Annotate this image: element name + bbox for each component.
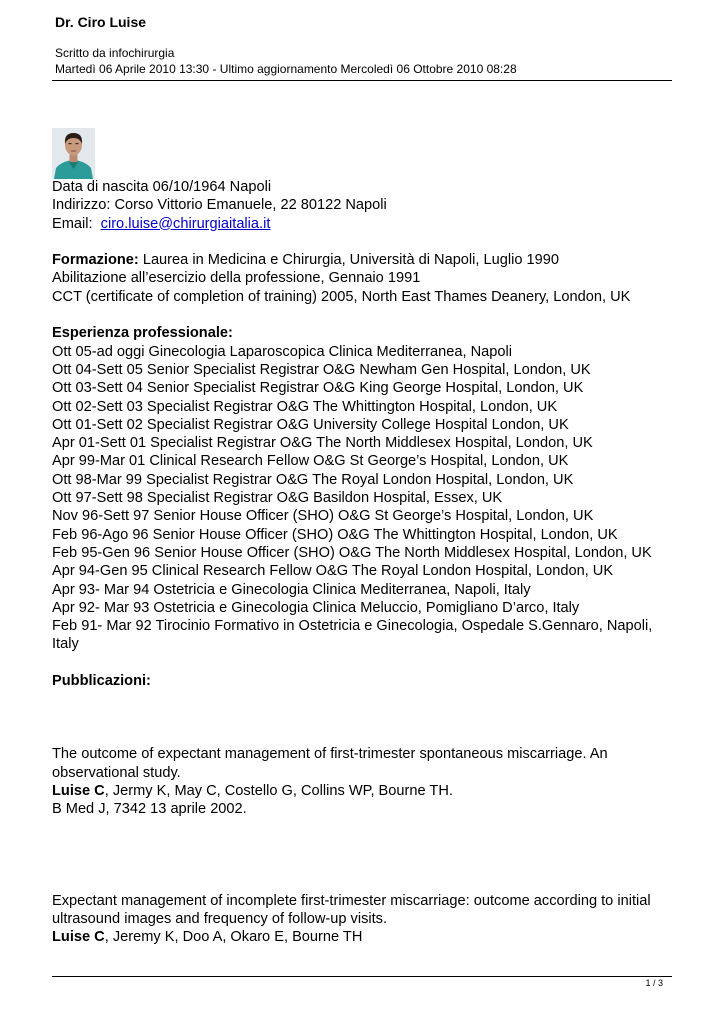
- coauthors: , Jermy K, May C, Costello G, Collins WP, Bourne TH.: [104, 782, 453, 799]
- portrait-photo: [52, 128, 95, 179]
- email-row: [52, 215, 672, 233]
- address-info: Indirizzo: Corso Vittorio Emanuele, 22 80122 Napoli: [52, 197, 387, 214]
- publication-title: The outcome of expectant management of first-trimester spontaneous miscarriage. An: [52, 746, 608, 763]
- page-number: 1 / 3: [645, 978, 663, 988]
- experience-item: Ott 01-Sett 02 Specialist Registrar O&G University College Hospital London, UK: [52, 416, 569, 433]
- email-link[interactable]: ciro.luise@chirurgiaitalia.it: [100, 215, 271, 232]
- email-label: Email:: [52, 215, 93, 232]
- publication-authors: [52, 782, 672, 800]
- coauthors: , Jeremy K, Doo A, Okaro E, Bourne TH: [104, 929, 363, 946]
- experience-item: Apr 99-Mar 01 Clinical Research Fellow O&G St George’s Hospital, London, UK: [52, 453, 569, 470]
- experience-item: Apr 94-Gen 95 Clinical Research Fellow O&G The Royal London Hospital, London, UK: [52, 563, 614, 580]
- experience-item: Apr 93- Mar 94 Ostetricia e Ginecologia Clinica Mediterranea, Napoli, Italy: [52, 581, 531, 598]
- experience-item: Ott 98-Mar 99 Specialist Registrar O&G The Royal London Hospital, London, UK: [52, 471, 574, 488]
- experience-item: Apr 92- Mar 93 Ostetricia e Ginecologia Clinica Meluccio, Pomigliano D’arco, Italy: [52, 599, 580, 616]
- birth-info: Data di nascita 06/10/1964 Napoli: [52, 179, 272, 195]
- publication-authors: [52, 928, 672, 946]
- publication-title: ultrasound images and frequency of follow-up visits.: [52, 910, 388, 927]
- experience-item: Feb 95-Gen 96 Senior House Officer (SHO) O&G The North Middlesex Hospital, London, UK: [52, 544, 652, 561]
- experience-item: Feb 91- Mar 92 Tirocinio Formativo in Ostetricia e Ginecologia, Ospedale S.Gennaro, Napoli,: [52, 618, 653, 635]
- experience-item: Feb 96-Ago 96 Senior House Officer (SHO) O&G The Whittington Hospital, London, UK: [52, 526, 618, 543]
- lead-author: Luise C: [52, 929, 105, 946]
- portrait-photo-icon: [52, 128, 95, 179]
- experience-item: Nov 96-Sett 97 Senior House Officer (SHO) O&G St George’s Hospital, London, UK: [52, 508, 594, 525]
- footer-divider: [52, 976, 672, 977]
- formazione-degree: Laurea in Medicina e Chirurgia, Università di Napoli, Luglio 1990: [142, 252, 559, 269]
- experience-item: Apr 01-Sett 01 Specialist Registrar O&G The North Middlesex Hospital, London, UK: [52, 435, 593, 452]
- formazione-first-line: [52, 251, 672, 269]
- experience-item: Ott 04-Sett 05 Senior Specialist Registrar O&G Newham Gen Hospital, London, UK: [52, 361, 591, 378]
- dates-line: Martedì 06 Aprile 2010 13:30 - Ultimo aggiornamento Mercoledì 06 Ottobre 2010 08:28: [55, 62, 517, 76]
- header-divider: [52, 80, 672, 81]
- cv-content: [52, 178, 672, 946]
- experience-item: Ott 02-Sett 03 Specialist Registrar O&G The Whittington Hospital, London, UK: [52, 398, 558, 415]
- experience-item: Italy: [52, 636, 79, 653]
- experience-item: Ott 05-ad oggi Ginecologia Laparoscopica Clinica Mediterranea, Napoli: [52, 343, 512, 360]
- publication-title: Expectant management of incomplete first-trimester miscarriage: outcome according to initial: [52, 892, 651, 909]
- esperienza-heading: Esperienza professionale:: [52, 325, 233, 342]
- formazione-line: CCT (certificate of completion of training) 2005, North East Thames Deanery, London, UK: [52, 288, 631, 305]
- experience-item: Ott 97-Sett 98 Specialist Registrar O&G Basildon Hospital, Essex, UK: [52, 490, 503, 507]
- lead-author: Luise C: [52, 782, 105, 799]
- publication-journal: B Med J, 7342 13 aprile 2002.: [52, 801, 247, 818]
- document-title: Dr. Ciro Luise: [55, 14, 147, 30]
- formazione-heading: Formazione:: [52, 252, 139, 269]
- pubblicazioni-heading: Pubblicazioni:: [52, 673, 151, 690]
- publication-title: observational study.: [52, 764, 181, 781]
- experience-item: Ott 03-Sett 04 Senior Specialist Registrar O&G King George Hospital, London, UK: [52, 380, 584, 397]
- author-line: Scritto da infochirurgia: [55, 46, 175, 60]
- formazione-line: Abilitazione all’esercizio della professione, Gennaio 1991: [52, 270, 421, 287]
